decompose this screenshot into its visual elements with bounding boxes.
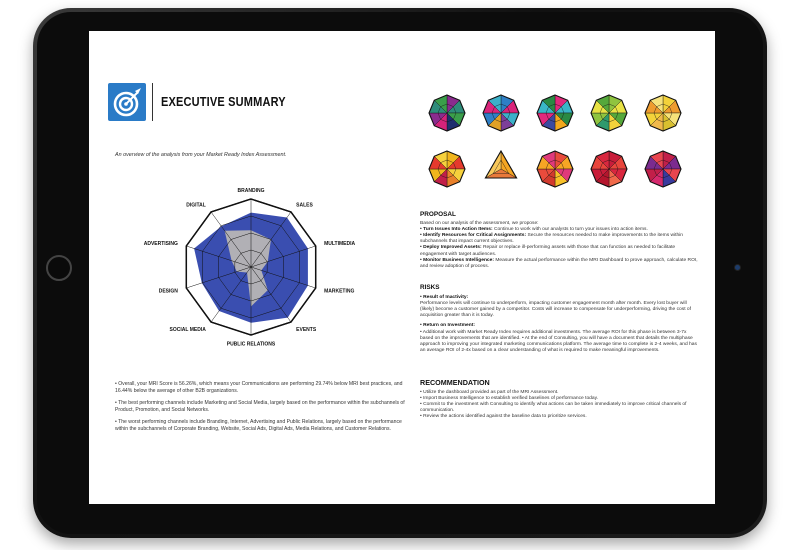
risks-heading: RISKS — [420, 284, 440, 291]
thumbnail-radar-icon — [481, 93, 521, 133]
summary-bullet-score: • Overall, your MRI Score is 56.26%, which means your Communications are performing 29.74% below MRI best practices, and 16.44% below the average of other B2B organizations. — [115, 381, 403, 394]
recommendation-item: • Utilize the dashboard provided as part of the MRI Assessment. — [420, 390, 559, 396]
proposal-item-text: Secure the resources needed to make improvements to the items within subchannels that impact current objectives. — [420, 233, 684, 245]
proposal-item-text: Measure the actual performance within the MRI Dashboard to prove approach, calculate ROI, and review adoption of process. — [420, 257, 698, 269]
camera-icon — [734, 264, 741, 271]
proposal-item — [420, 258, 700, 270]
thumbnail-radar-icon — [427, 149, 467, 189]
radar-axis-label: ADVERTISING — [143, 241, 178, 248]
proposal-item-text: Repair or replace ill-performing assets with those that can function as needed to facilitate engagement with target audiences. — [420, 245, 676, 257]
channel-thumbnails — [427, 93, 687, 193]
proposal-item — [420, 233, 700, 245]
proposal-heading: PROPOSAL — [420, 211, 456, 218]
target-logo-icon — [108, 83, 146, 121]
proposal-item-label: • Identify Resources for Critical Assignments: — [420, 233, 527, 239]
risks-section — [420, 285, 700, 354]
radar-axis-label: PUBLIC RELATIONS — [226, 341, 276, 348]
radar-axis-label: SALES — [296, 202, 313, 209]
proposal-item-text: Continue to work with our analysts to turn your issues into action items. — [492, 227, 648, 233]
proposal-item-label: • Monitor Business Intelligence: — [420, 257, 494, 263]
title-divider — [152, 83, 153, 121]
radar-axis-label: DESIGN — [158, 288, 178, 295]
radar-axis-label: DIGITAL — [186, 202, 206, 209]
proposal-intro: Based on our analysis of the assessment, we propose: — [420, 221, 539, 227]
thumbnail-radar-icon — [643, 149, 683, 189]
radar-axis-label: SOCIAL MEDIA — [169, 326, 206, 333]
proposal-item-label: • Turn Issues Into Action Items: — [420, 227, 493, 233]
thumbnail-radar-icon — [427, 93, 467, 133]
thumbnail-radar-icon — [643, 93, 683, 133]
recommendation-item: • Review the actions identified against the baseline data to prioritize services. — [420, 414, 587, 420]
radar-axis-label: MULTIMEDIA — [324, 241, 356, 248]
radar-axis-label: BRANDING — [237, 187, 265, 194]
document-page — [89, 31, 715, 504]
summary-bullets — [115, 381, 405, 433]
risk-roi-text: • Additional work with Market Ready Index requires additional investments. The average ROI for this phase is between 3-7x based on the improvements that are identified. • At the end of Consulting, you will have a document that details the multiphase approach to improving your integrated marketing communications platform. The average time to complete is 2-4 weeks, and has an average ROI of 2-4x based on a clear understanding of what is required to make meaningful improvements. — [420, 329, 697, 353]
mri-radar-chart — [135, 181, 367, 356]
proposal-section — [420, 212, 700, 270]
summary-bullet-best: • The best performing channels include Marketing and Social Media, largely based on the performance within the subchannels of Product, Promotion, and Social Networks. — [115, 400, 405, 413]
home-button[interactable] — [46, 255, 72, 281]
recommendation-item: • Import Business Intelligence to establish verified baselines of performance today. — [420, 396, 599, 402]
thumbnail-radar-icon — [535, 149, 575, 189]
risk-inaction-text: Performance levels will continue to underperform, impacting customer engagement month after month. Every lost buyer will (likely) become a customer gained by a competitor. Costs will increase to compensate for underperforming, driving the cost of acquisition greater than it is today. — [420, 301, 692, 319]
recommendation-section — [420, 380, 700, 421]
recommendation-heading: RECOMMENDATION — [420, 378, 490, 387]
summary-bullet-worst: • The worst performing channels include Branding, Internet, Advertising and Public Relations, largely based on the performance within the subchannels of Corporate Branding, Website, Social Ads, Digital Ads, Media Relations, and Customer Relations. — [115, 419, 402, 432]
risk-roi-label: • Return on Investment: — [420, 323, 475, 329]
proposal-item — [420, 245, 700, 257]
thumbnail-radar-icon — [535, 93, 575, 133]
thumbnail-radar-icon — [481, 149, 521, 189]
page-subtitle: An overview of the analysis from your Market Ready Index Assessment. — [115, 152, 287, 158]
page-title: EXECUTIVE SUMMARY — [161, 95, 286, 109]
recommendation-item: • Commit to the investment with Consulting to identify what actions can be taken immediately to improve critical channels of communication. — [420, 402, 687, 414]
thumbnail-radar-icon — [589, 93, 629, 133]
radar-axis-label: EVENTS — [296, 326, 317, 333]
proposal-item-label: • Deploy Improved Assets: — [420, 245, 482, 251]
risk-inaction-label: • Result of Inactivity: — [420, 295, 469, 301]
thumbnail-radar-icon — [589, 149, 629, 189]
radar-axis-label: MARKETING — [324, 288, 355, 295]
